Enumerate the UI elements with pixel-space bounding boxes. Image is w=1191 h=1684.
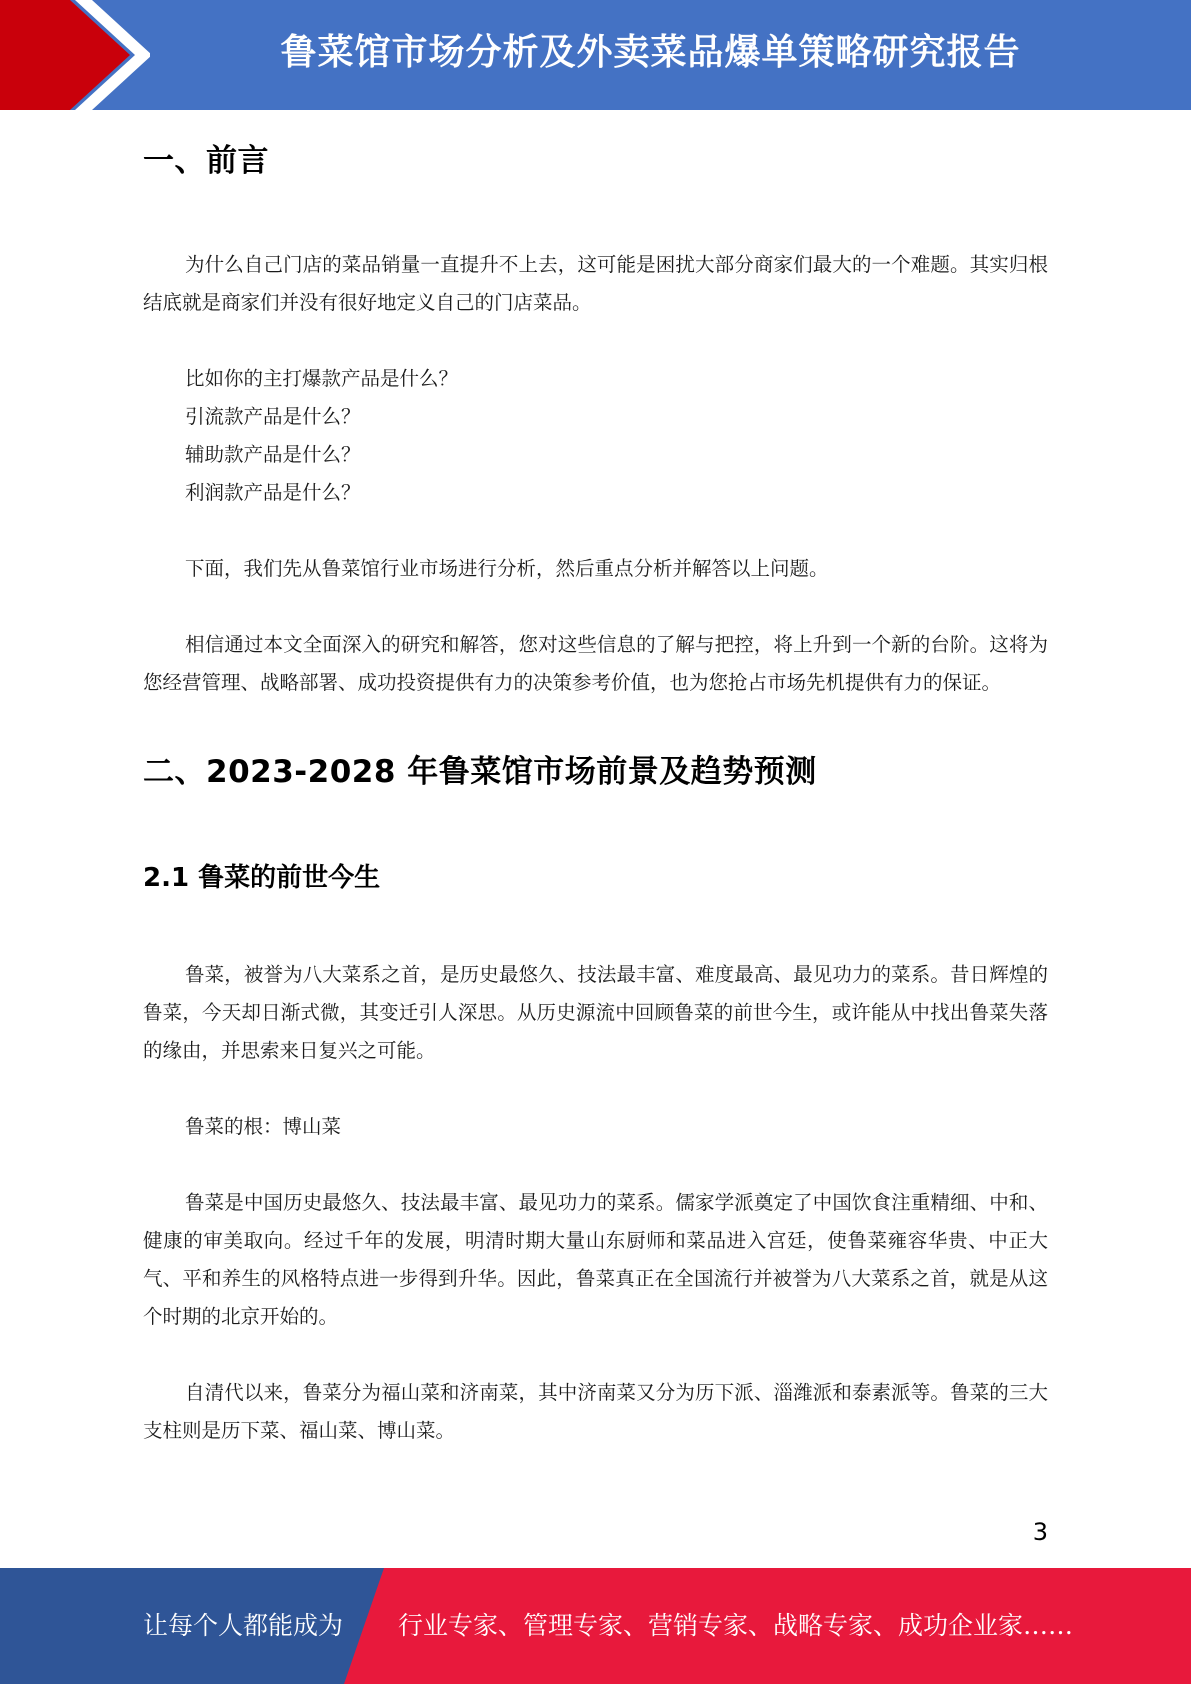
- paragraph: 为什么自己门店的菜品销量一直提升不上去，这可能是困扰大部分商家们最大的一个难题。其实归根结底就是商家们并没有很好地定义自己的门店菜品。: [143, 253, 1048, 314]
- page-header: [0, 0, 1191, 110]
- footer-slogan-right: 行业专家、管理专家、营销专家、战略专家、成功企业家……: [398, 1611, 1074, 1640]
- paragraph: 相信通过本文全面深入的研究和解答，您对这些信息的了解与把控，将上升到一个新的台阶。这将为您经营管理、战略部署、成功投资提供有力的决策参考价值，也为您抢占市场先机提供有力的保证。: [143, 633, 1048, 694]
- section-heading-market-outlook: 二、2023-2028 年鲁菜馆市场前景及趋势预测: [143, 754, 817, 790]
- question-item: 引流款产品是什么？: [185, 405, 361, 428]
- paragraph: 下面，我们先从鲁菜馆行业市场进行分析，然后重点分析并解答以上问题。: [185, 557, 829, 580]
- question-item: 利润款产品是什么？: [185, 481, 361, 504]
- question-list: [143, 360, 1048, 512]
- footer-slogan-left: 让每个人都能成为: [143, 1611, 344, 1640]
- question-item: 辅助款产品是什么？: [185, 443, 361, 466]
- header-red-arrow-decoration: [0, 0, 130, 110]
- paragraph: 鲁菜的根：博山菜: [185, 1115, 342, 1138]
- paragraph: 鲁菜是中国历史最悠久、技法最丰富、最见功力的菜系。儒家学派奠定了中国饮食注重精细、中和、健康的审美取向。经过千年的发展，明清时期大量山东厨师和菜品进入宫廷，使鲁菜雍容华贵、中正大气、平和养生的风格特点进一步得到升华。因此，鲁菜真正在全国流行并被誉为八大菜系之首，就是从这个时期的北京开始的。: [143, 1191, 1048, 1328]
- page-content: [143, 135, 1048, 1450]
- paragraph: 鲁菜，被誉为八大菜系之首，是历史最悠久、技法最丰富、难度最高、最见功力的菜系。昔日辉煌的鲁菜，今天却日渐式微，其变迁引人深思。从历史源流中回顾鲁菜的前世今生，或许能从中找出鲁菜失落的缘由，并思索来日复兴之可能。: [143, 963, 1048, 1062]
- page-number: 3: [1032, 1518, 1048, 1546]
- page-footer: [0, 1568, 1191, 1684]
- paragraph: 自清代以来，鲁菜分为福山菜和济南菜，其中济南菜又分为历下派、淄潍派和泰素派等。鲁菜的三大支柱则是历下菜、福山菜、博山菜。: [143, 1381, 1048, 1442]
- question-item: 比如你的主打爆款产品是什么？: [185, 367, 459, 390]
- subsection-heading-history: 2.1 鲁菜的前世今生: [143, 863, 381, 893]
- section-heading-preface: 一、前言: [143, 143, 269, 179]
- report-title: 鲁菜馆市场分析及外卖菜品爆单策略研究报告: [280, 32, 1021, 73]
